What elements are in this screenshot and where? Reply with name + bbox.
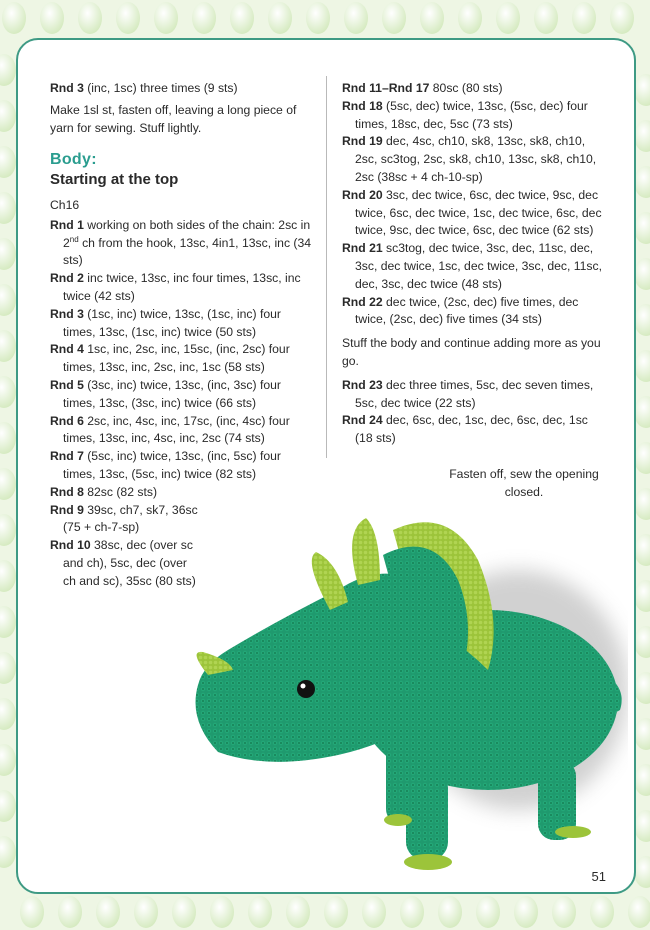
egg-icon bbox=[286, 896, 310, 928]
round-instruction: Rnd 11–Rnd 17 80sc (80 sts) bbox=[342, 81, 503, 95]
round-instruction: Rnd 20 3sc, dec twice, 6sc, dec twice, 9sc, dec twice, 6sc, dec twice, 1sc, dec twice, 6sc, dec twice, 9sc, dec twice, 6sc, dec twice (62 sts) bbox=[342, 187, 602, 238]
round-instruction: Rnd 9 39sc, ch7, sk7, 36sc (75 + ch-7-sp) bbox=[50, 502, 198, 535]
egg-icon bbox=[268, 2, 292, 34]
round-instruction: Rnd 22 dec twice, (2sc, dec) five times, dec twice, (2sc, dec) five times (34 sts) bbox=[342, 294, 579, 327]
round-instruction: Rnd 3 (inc, 1sc) three times (9 sts) bbox=[50, 81, 238, 95]
round-instruction: Rnd 6 2sc, inc, 4sc, inc, 17sc, (inc, 4sc) four times, 13sc, inc, 4sc, inc, 2sc (74 sts) bbox=[50, 413, 290, 446]
egg-icon bbox=[248, 896, 272, 928]
egg-icon bbox=[0, 192, 16, 224]
egg-icon bbox=[514, 896, 538, 928]
round-instruction: Rnd 4 1sc, inc, 2sc, inc, 15sc, (inc, 2sc) four times, 13sc, inc, 2sc, inc, 1sc (58 sts) bbox=[50, 342, 290, 375]
egg-icon bbox=[154, 2, 178, 34]
section-title: Body: bbox=[50, 151, 97, 169]
egg-icon bbox=[590, 896, 614, 928]
egg-icon bbox=[634, 120, 650, 152]
egg-icon bbox=[458, 2, 482, 34]
round-instruction: Rnd 21 sc3tog, dec twice, 3sc, dec, 11sc, dec, 3sc, dec twice, 1sc, dec twice, 3sc, dec, 11sc, dec, 3sc, dec twice (48 sts) bbox=[342, 241, 603, 291]
egg-icon bbox=[192, 2, 216, 34]
egg-icon bbox=[634, 534, 650, 566]
egg-icon bbox=[634, 580, 650, 612]
egg-icon bbox=[610, 2, 634, 34]
egg-icon bbox=[0, 744, 16, 776]
egg-icon bbox=[0, 836, 16, 868]
egg-icon bbox=[324, 896, 348, 928]
egg-icon bbox=[438, 896, 462, 928]
egg-icon bbox=[0, 376, 16, 408]
triceratops-photo bbox=[158, 470, 628, 882]
egg-icon bbox=[634, 442, 650, 474]
egg-icon bbox=[0, 652, 16, 684]
egg-icon bbox=[362, 896, 386, 928]
egg-icon bbox=[496, 2, 520, 34]
round-instruction: Rnd 23 dec three times, 5sc, dec seven times, 5sc, dec twice (22 sts) bbox=[342, 377, 594, 410]
egg-icon bbox=[628, 896, 650, 928]
egg-icon bbox=[306, 2, 330, 34]
round-instruction: Rnd 18 (5sc, dec) twice, 13sc, (5sc, dec) four times, 18sc, dec, 5sc (73 sts) bbox=[342, 98, 588, 131]
egg-icon bbox=[230, 2, 254, 34]
egg-icon bbox=[0, 560, 16, 592]
egg-icon bbox=[116, 2, 140, 34]
egg-icon bbox=[0, 330, 16, 362]
egg-icon bbox=[0, 514, 16, 546]
subheading: Starting at the top bbox=[50, 171, 179, 189]
round-instruction: Rnd 10 38sc, dec (over sc and ch), 5sc, dec (over ch and sc), 35sc (80 sts) bbox=[50, 538, 196, 588]
egg-icon bbox=[476, 896, 500, 928]
page-number: 51 bbox=[591, 869, 606, 884]
egg-icon bbox=[96, 896, 120, 928]
egg-icon bbox=[534, 2, 558, 34]
egg-icon bbox=[572, 2, 596, 34]
stuff-note: Stuff the body and continue adding more as you go. bbox=[342, 336, 601, 368]
egg-icon bbox=[0, 54, 16, 86]
round-instruction: Rnd 5 (3sc, inc) twice, 13sc, (inc, 3sc) four times, 13sc, (3sc, inc) twice (66 sts) bbox=[50, 377, 281, 410]
egg-icon bbox=[0, 146, 16, 178]
fasten-note: Fasten off, sew the opening closed. bbox=[449, 467, 599, 499]
right-column bbox=[342, 80, 604, 448]
egg-icon bbox=[634, 810, 650, 842]
egg-icon bbox=[344, 2, 368, 34]
round-instruction: Rnd 2 inc twice, 13sc, inc four times, 13sc, inc twice (42 sts) bbox=[50, 271, 301, 303]
egg-icon bbox=[634, 258, 650, 290]
egg-icon bbox=[634, 212, 650, 244]
egg-icon bbox=[0, 284, 16, 316]
egg-icon bbox=[0, 100, 16, 132]
egg-icon bbox=[20, 896, 44, 928]
egg-icon bbox=[400, 896, 424, 928]
egg-icon bbox=[0, 422, 16, 454]
round-instruction: Rnd 8 82sc (82 sts) bbox=[50, 484, 158, 499]
egg-icon bbox=[0, 238, 16, 270]
egg-icon bbox=[634, 718, 650, 750]
round-instruction: Rnd 19 dec, 4sc, ch10, sk8, 13sc, sk8, ch10, 2sc, sc3tog, 2sc, sk8, ch10, 13sc, sk8, ch10, 2sc (38sc + 4 ch-10-sp) bbox=[342, 134, 597, 184]
chain-instruction: Ch16 bbox=[50, 197, 80, 212]
column-divider bbox=[326, 76, 327, 458]
round-instruction: Rnd 3 (1sc, inc) twice, 13sc, (1sc, inc) four times, 13sc, (1sc, inc) twice (50 sts) bbox=[50, 306, 281, 339]
egg-icon bbox=[0, 606, 16, 638]
egg-icon bbox=[58, 896, 82, 928]
egg-icon bbox=[382, 2, 406, 34]
egg-icon bbox=[634, 304, 650, 336]
egg-icon bbox=[0, 698, 16, 730]
egg-icon bbox=[0, 468, 16, 500]
round-instruction: Rnd 1 working on both sides of the chain: 2sc in 2nd ch from the hook, 13sc, 4in1, 13sc, inc (34 sts) bbox=[50, 217, 312, 268]
egg-icon bbox=[78, 2, 102, 34]
pattern-page bbox=[16, 38, 636, 894]
egg-icon bbox=[634, 488, 650, 520]
egg-icon bbox=[634, 350, 650, 382]
egg-icon bbox=[634, 764, 650, 796]
egg-icon bbox=[134, 896, 158, 928]
egg-icon bbox=[0, 790, 16, 822]
egg-icon bbox=[552, 896, 576, 928]
egg-icon bbox=[634, 626, 650, 658]
egg-icon bbox=[420, 2, 444, 34]
round-instruction: Rnd 7 (5sc, inc) twice, 13sc, (inc, 5sc) four times, 13sc, (5sc, inc) twice (82 sts) bbox=[50, 449, 281, 481]
egg-icon bbox=[40, 2, 64, 34]
egg-icon bbox=[210, 896, 234, 928]
egg-icon bbox=[634, 166, 650, 198]
egg-icon bbox=[634, 856, 650, 888]
egg-icon bbox=[634, 74, 650, 106]
finish-note: Make 1sl st, fasten off, leaving a long piece of yarn for sewing. Stuff lightly. bbox=[50, 102, 297, 135]
egg-icon bbox=[172, 896, 196, 928]
egg-icon bbox=[634, 396, 650, 428]
round-instruction: Rnd 24 dec, 6sc, dec, 1sc, dec, 6sc, dec, 1sc (18 sts) bbox=[342, 413, 588, 446]
egg-icon bbox=[634, 672, 650, 704]
egg-icon bbox=[2, 2, 26, 34]
